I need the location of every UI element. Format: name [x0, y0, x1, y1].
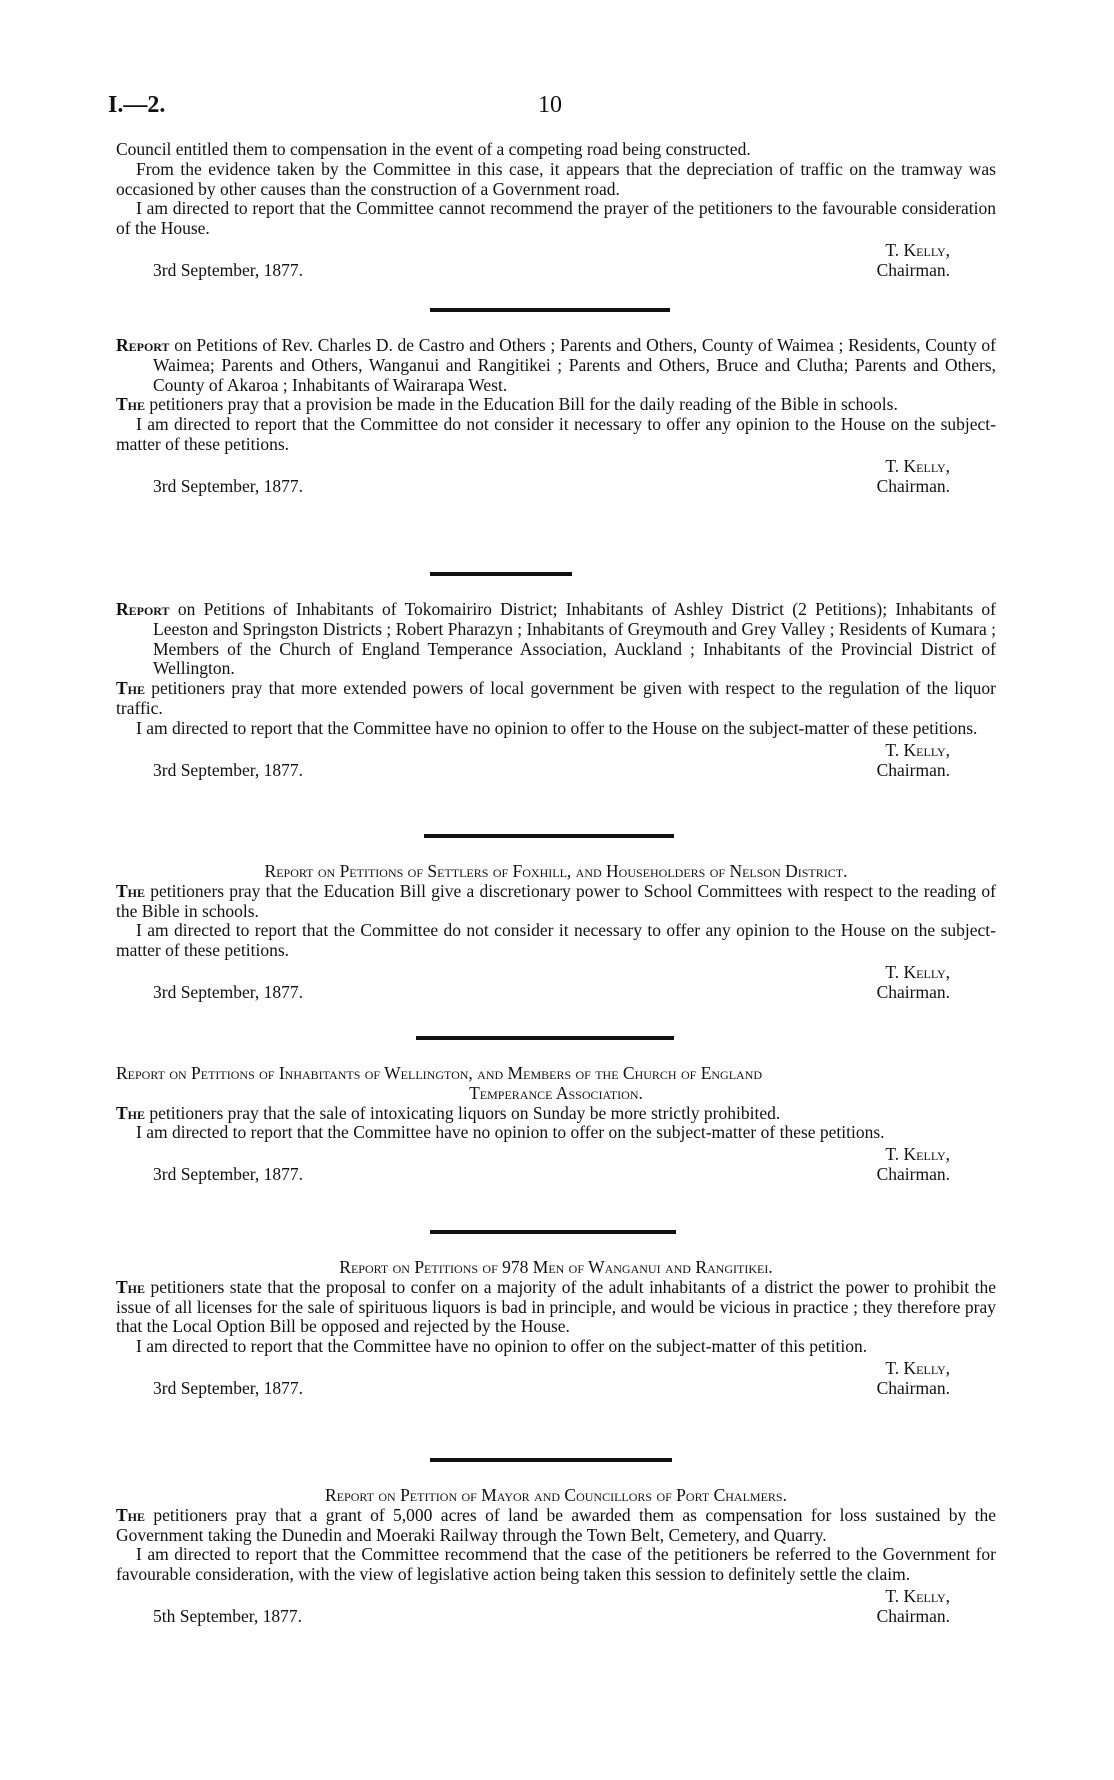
report-4-signature — [116, 1145, 996, 1185]
report-date: 3rd September, 1877. — [153, 475, 303, 496]
report-5-paragraph-1: The petitioners state that the proposal to confer on a majority of the adult inhabitants of a district the power to prohibit the issue of all licenses for the sale of spirituous liquors is bad in principle, and would be vicious in practice ; they therefore pray that the Local Option Bill be opposed and rejected by the House. — [116, 1276, 996, 1337]
signer-name: T. Kelly, — [885, 1585, 950, 1606]
intro-paragraph-1: From the evidence taken by the Committee in this case, it appears that the depreciation of traffic on the tramway was occasioned by other causes than the construction of a Government road. — [116, 158, 996, 199]
signer-role: Chairman. — [876, 1377, 950, 1398]
report-5-title: Report on Petitions of 978 Men of Wanganui and Rangitikei. — [339, 1257, 773, 1277]
report-date: 3rd September, 1877. — [153, 1377, 303, 1398]
signer-role: Chairman. — [876, 1164, 950, 1185]
section-divider — [430, 308, 670, 312]
report-3-paragraph-2: I am directed to report that the Committee do not consider it necessary to offer any opinion to the House on the subject-matter of these petitions. — [116, 920, 996, 961]
report-date: 3rd September, 1877. — [153, 759, 303, 780]
intro-line: Council entitled them to compensation in the event of a competing road being constructed. — [116, 139, 751, 159]
report-4-title-line-1: Report on Petitions of Inhabitants of Wellington, and Members of the Church of England — [116, 1063, 763, 1083]
report-6 — [116, 1486, 996, 1627]
report-2-title: Report on Petitions of Inhabitants of Tokomairiro District; Inhabitants of Ashley District (2 Petitions); Inhabitants of Leeston and Springston Districts ; Robert Pharazyn ; Inhabitants of Greymouth and Grey Valley ; Residents of Kumara ; Members of the Church of England Temperance Association, Auckland ; Inhabitants of the Provincial District of Wellington. — [116, 599, 996, 679]
report-1-paragraph-2: I am directed to report that the Committee do not consider it necessary to offer any opinion to the House on the subject-matter of these petitions. — [116, 414, 996, 454]
signer-role: Chairman. — [876, 259, 950, 280]
signer-name: T. Kelly, — [885, 961, 950, 982]
report-5 — [116, 1258, 996, 1399]
signer-name: T. Kelly, — [885, 455, 950, 476]
report-1-signature — [116, 457, 996, 497]
signer-name: T. Kelly, — [885, 1144, 950, 1165]
section-divider — [430, 1458, 672, 1462]
intro-paragraph-2: I am directed to report that the Committee cannot recommend the prayer of the petitioners to the favourable consideration of the House. — [116, 198, 996, 239]
intro-signature — [116, 241, 996, 281]
report-2-paragraph-1: The petitioners pray that more extended powers of local government be given with respect to the regulation of the liquor traffic. — [116, 678, 996, 718]
report-1 — [116, 336, 996, 497]
report-date: 5th September, 1877. — [153, 1605, 302, 1626]
report-5-paragraph-2: I am directed to report that the Committee have no opinion to offer on the subject-matter of this petition. — [136, 1336, 868, 1357]
report-4-title-line-2: Temperance Association. — [469, 1082, 643, 1103]
document-code: I.—2. — [108, 92, 166, 118]
intro-section — [116, 140, 996, 281]
signer-name: T. Kelly, — [885, 239, 950, 260]
section-divider — [430, 572, 572, 576]
page-number: 10 — [538, 92, 562, 118]
report-5-signature — [116, 1359, 996, 1399]
signer-name: T. Kelly, — [885, 739, 950, 760]
signer-role: Chairman. — [876, 981, 950, 1002]
report-3-signature — [116, 963, 996, 1003]
report-3-title: Report on Petitions of Settlers of Foxhill, and Householders of Nelson District. — [264, 861, 848, 881]
report-date: 3rd September, 1877. — [153, 1164, 303, 1185]
section-divider — [416, 1036, 674, 1040]
report-4 — [116, 1064, 996, 1185]
report-2-paragraph-2: I am directed to report that the Committee have no opinion to offer to the House on the subject-matter of these petitions. — [136, 717, 978, 738]
signer-name: T. Kelly, — [885, 1357, 950, 1378]
report-1-paragraph-1: The petitioners pray that a provision be made in the Education Bill for the daily reading of the Bible in schools. — [116, 394, 898, 415]
report-6-title: Report on Petition of Mayor and Councillors of Port Chalmers. — [325, 1485, 787, 1505]
signer-role: Chairman. — [876, 1605, 950, 1626]
report-6-paragraph-1: The petitioners pray that a grant of 5,000 acres of land be awarded them as compensation for loss sustained by the Government taking the Dunedin and Moeraki Railway through the Town Belt, Cemetery, and Quarry. — [116, 1504, 996, 1545]
signer-role: Chairman. — [876, 759, 950, 780]
report-2-signature — [116, 741, 996, 781]
report-3 — [116, 862, 996, 1003]
report-2 — [116, 600, 996, 781]
report-4-paragraph-1: The petitioners pray that the sale of intoxicating liquors on Sunday be more strictly prohibited. — [116, 1102, 781, 1123]
report-6-paragraph-2: I am directed to report that the Committee recommend that the case of the petitioners be referred to the Government for favourable consideration, with the view of legislative action being taken this session to definitely settle the claim. — [116, 1544, 996, 1585]
report-3-paragraph-1: The petitioners pray that the Education Bill give a discretionary power to School Committees with respect to the reading of the Bible in schools. — [116, 880, 996, 921]
report-6-signature — [116, 1587, 996, 1627]
section-divider — [430, 1230, 676, 1234]
report-date: 3rd September, 1877. — [153, 259, 303, 280]
report-1-title: Report on Petitions of Rev. Charles D. de Castro and Others ; Parents and Others, County of Waimea ; Residents, County of Waimea; Parents and Others, Wanganui and Rangitikei ; Parents and Others, Bruce and Clutha; Parents and Others, County of Akaroa ; Inhabitants of Wairarapa West. — [116, 335, 996, 395]
report-date: 3rd September, 1877. — [153, 981, 303, 1002]
signer-role: Chairman. — [876, 475, 950, 496]
section-divider — [424, 834, 674, 838]
report-4-paragraph-2: I am directed to report that the Committee have no opinion to offer on the subject-matter of these petitions. — [136, 1122, 885, 1143]
